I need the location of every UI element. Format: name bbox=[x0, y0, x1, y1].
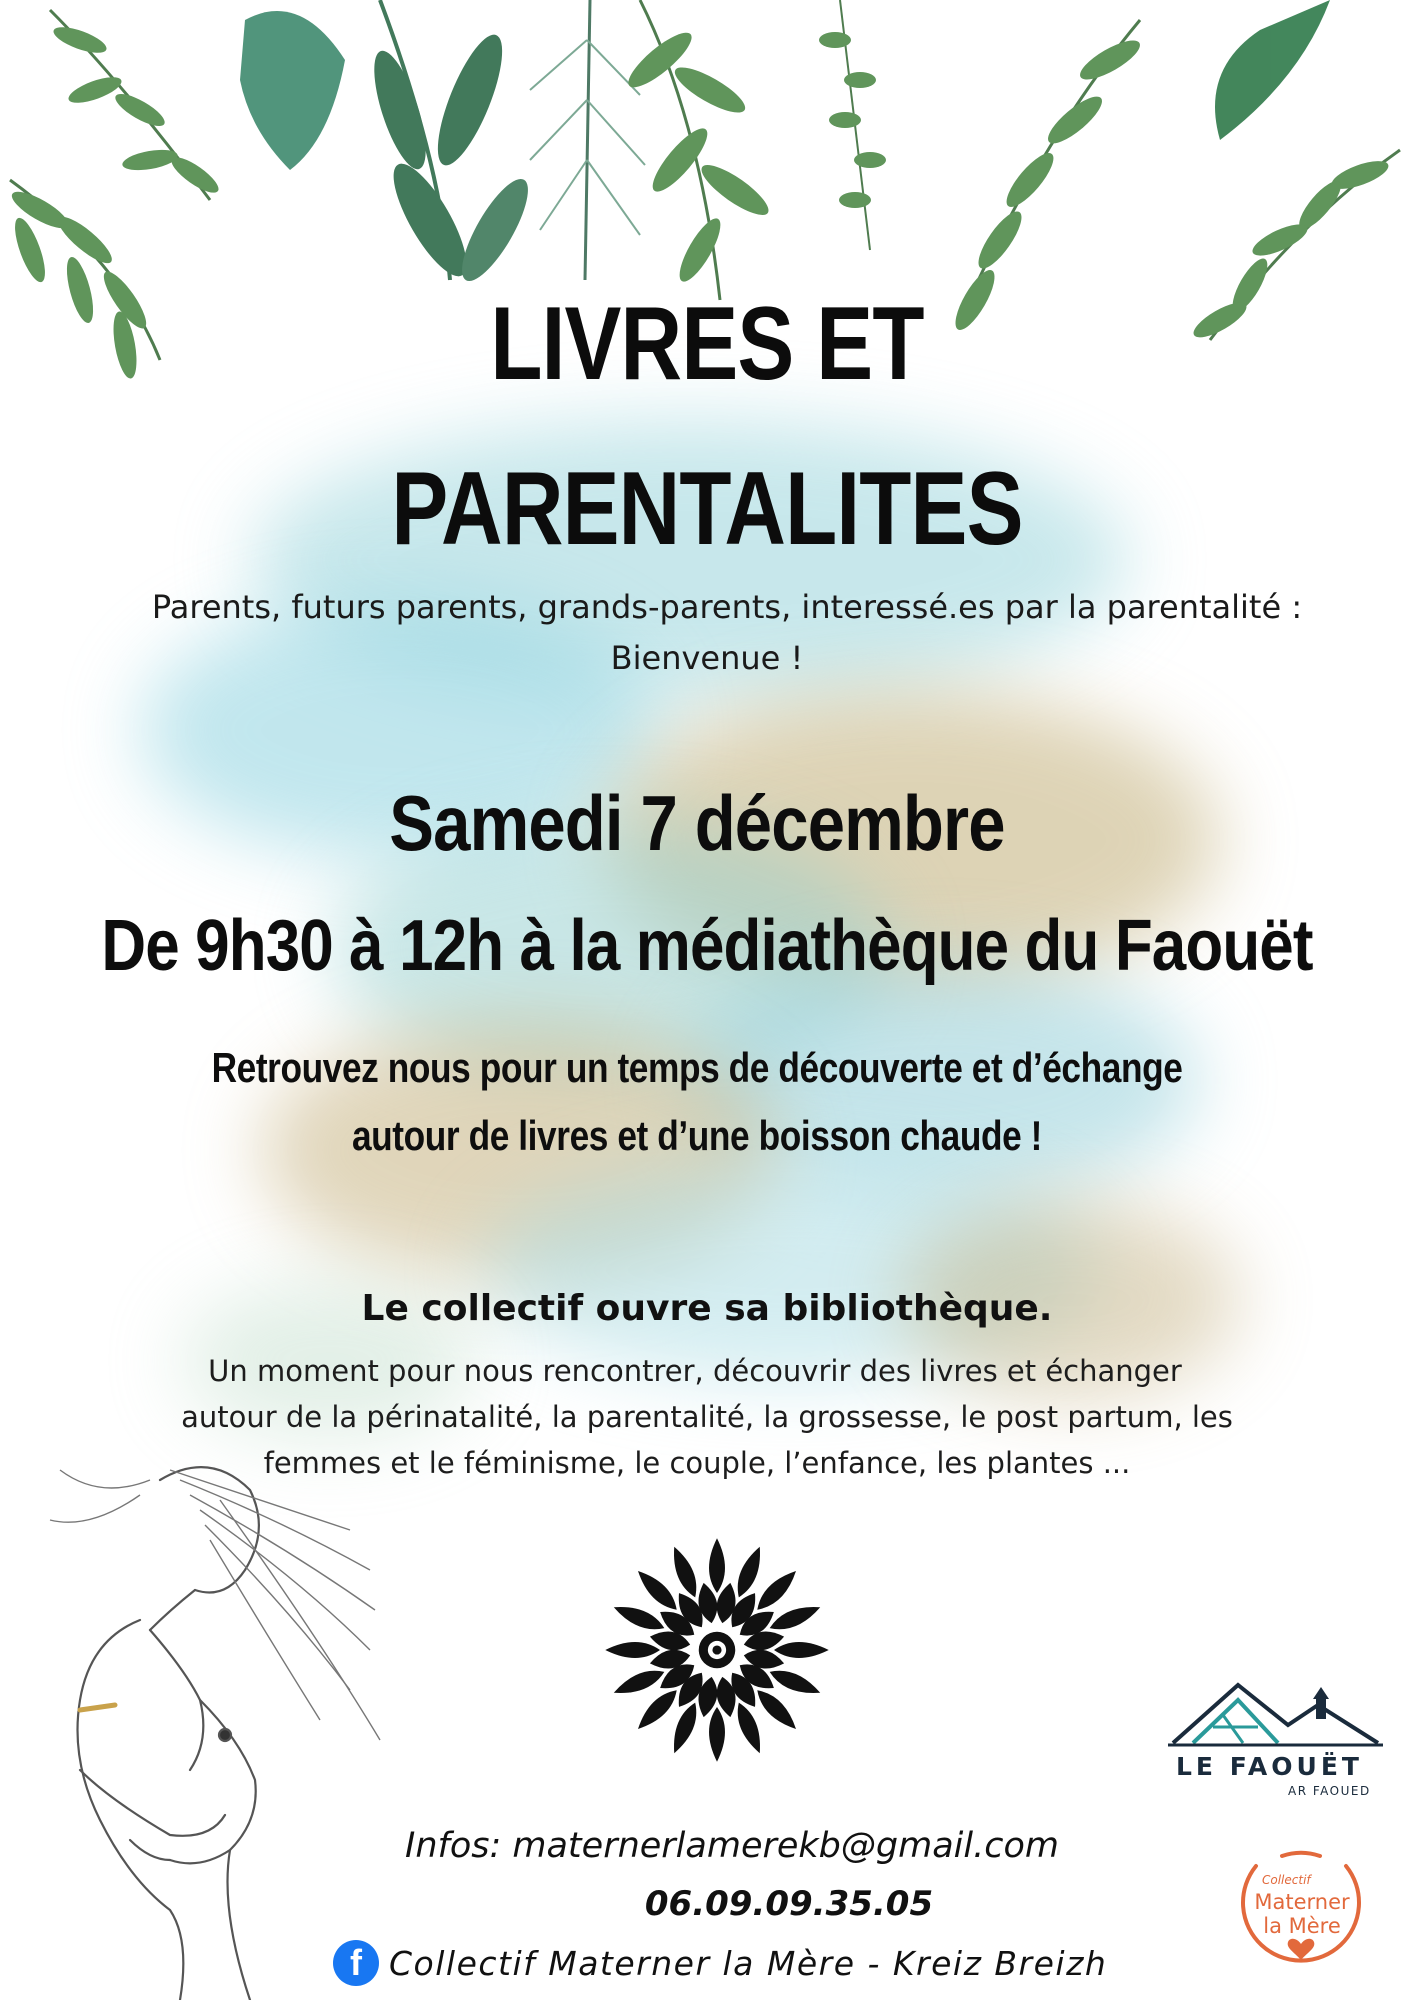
event-time-place: De 9h30 à 12h à la médiathèque du Faouët bbox=[101, 906, 1313, 986]
poster-title-line1: LIVRES ET bbox=[490, 286, 924, 402]
collective-text-line1: Un moment pour nous rencontrer, découvrir des livres et échanger bbox=[208, 1354, 1182, 1388]
mandala-icon bbox=[603, 1536, 831, 1764]
materner-collectif-label: Collectif bbox=[1262, 1873, 1311, 1887]
contact-phone: 06.09.09.35.05 bbox=[644, 1884, 934, 1924]
collective-text-line2: autour de la périnatalité, la parentalité, la grossesse, le post partum, les bbox=[181, 1400, 1233, 1434]
subtitle-audience: Parents, futurs parents, grands-parents, interessé.es par la parentalité : bbox=[151, 588, 1303, 626]
facebook-icon: f bbox=[333, 1940, 379, 1986]
event-date: Samedi 7 décembre bbox=[389, 779, 1005, 867]
subtitle-welcome: Bienvenue ! bbox=[610, 639, 804, 677]
collective-title: Le collectif ouvre sa bibliothèque. bbox=[361, 1288, 1053, 1329]
contact-email: Infos: maternerlamerekb@gmail.com bbox=[405, 1826, 1059, 1866]
facebook-page-name: Collectif Materner la Mère - Kreiz Breizh bbox=[389, 1943, 1108, 1983]
invite-line2: autour de livres et d’une boisson chaude ! bbox=[351, 1112, 1043, 1159]
materner-name-line1: Materner bbox=[1254, 1890, 1350, 1914]
materner-name-line2: la Mère bbox=[1263, 1914, 1341, 1938]
poster-title-line2: PARENTALITES bbox=[391, 451, 1023, 567]
le-faouet-name: LE FAOUËT bbox=[1176, 1752, 1363, 1781]
facebook-line bbox=[333, 1940, 1107, 1986]
le-faouet-subtitle: AR FAOUED bbox=[1288, 1784, 1371, 1798]
collective-text-line3: femmes et le féminisme, le couple, l’enfance, les plantes ... bbox=[263, 1446, 1131, 1480]
invite-line1: Retrouvez nous pour un temps de découverte et d’échange bbox=[211, 1044, 1183, 1091]
